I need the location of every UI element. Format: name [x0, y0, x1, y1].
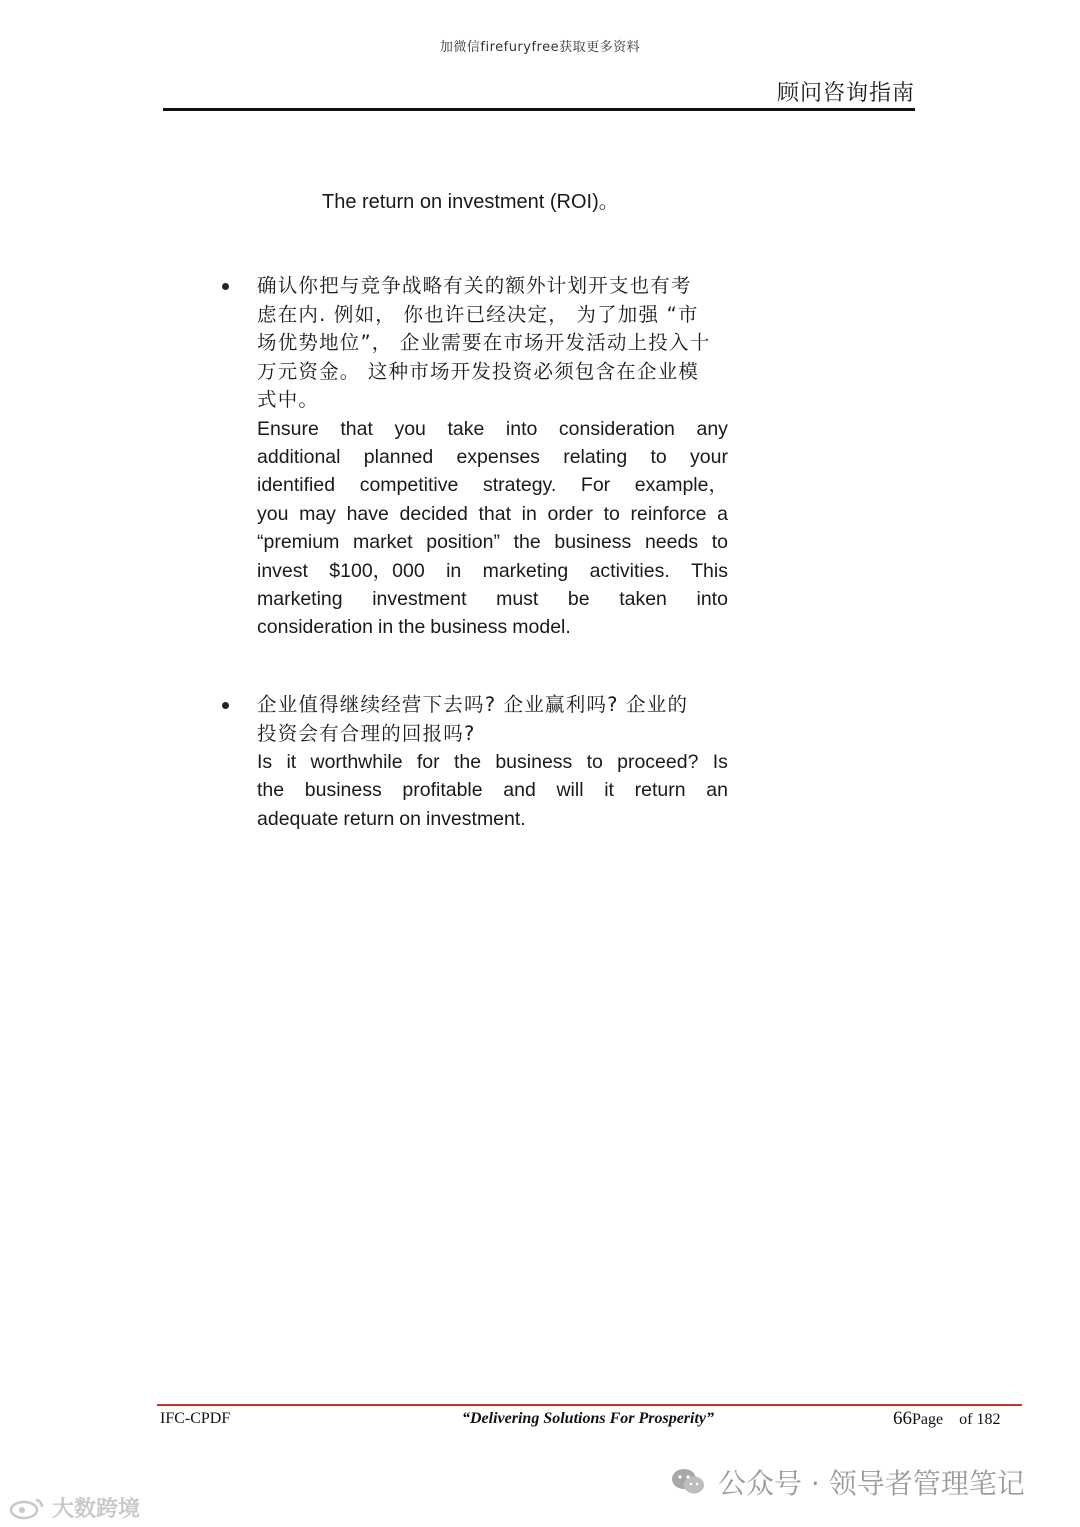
- weibo-watermark: [8, 1492, 140, 1523]
- wechat-icon: [670, 1467, 706, 1497]
- page-total: of 182: [959, 1411, 1001, 1428]
- word: the: [257, 779, 285, 802]
- header-divider: [163, 108, 915, 111]
- en-line: [257, 805, 728, 833]
- word: market: [352, 531, 413, 554]
- bullet-1-english-text: [257, 415, 728, 642]
- word: business: [495, 751, 573, 773]
- page-header-title: 顾问咨询指南: [776, 81, 915, 106]
- word: Is: [712, 751, 728, 773]
- word: business: [430, 616, 508, 639]
- word: This: [691, 559, 728, 582]
- word: relating: [563, 445, 628, 468]
- word: the: [398, 616, 426, 639]
- zh-line: 虑在内. 例如， 你也许已经决定， 为了加强 “市: [257, 302, 699, 326]
- word: expenses: [456, 445, 540, 468]
- word: invest: [257, 559, 308, 582]
- word: the: [513, 531, 541, 554]
- word: $100，000: [329, 559, 425, 582]
- bullet-dot-icon: [222, 283, 229, 290]
- bullet-2-english-text: [257, 748, 728, 833]
- word: proceed?: [617, 751, 699, 773]
- wechat-watermark-text: 公众号 · 领导者管理笔记: [718, 1467, 1025, 1500]
- word: investment.: [426, 807, 526, 830]
- word: in: [446, 559, 462, 582]
- zh-line: 万元资金。 这种市场开发投资必须包含在企业模: [257, 359, 700, 383]
- bullet-2-chinese-text: [257, 691, 728, 748]
- word: additional: [257, 445, 341, 468]
- word: the: [453, 751, 482, 773]
- word: take: [447, 417, 485, 440]
- word: consideration: [257, 616, 373, 639]
- word: worthwhile: [310, 751, 403, 773]
- word: “premium: [257, 531, 340, 554]
- footer-divider: [157, 1404, 1022, 1406]
- word: activities.: [589, 559, 670, 582]
- word: have: [346, 502, 389, 525]
- word: Is: [257, 751, 273, 773]
- word: order: [547, 502, 593, 525]
- word: Ensure: [257, 417, 319, 440]
- en-line: [257, 776, 728, 804]
- bullet-item-2: [222, 691, 732, 833]
- bullet-1-chinese-text: [257, 272, 728, 415]
- word: decided: [399, 502, 468, 525]
- en-line: [257, 557, 728, 585]
- word: into: [696, 587, 728, 610]
- word: it: [604, 779, 614, 802]
- word: taken: [619, 587, 667, 610]
- en-line: [257, 748, 728, 776]
- word: you: [394, 417, 426, 440]
- word: that: [478, 502, 511, 525]
- footer-page-info: [893, 1408, 1000, 1430]
- word: your: [690, 445, 728, 468]
- word: example，: [634, 474, 728, 497]
- word: business: [554, 531, 632, 554]
- word: model.: [512, 616, 571, 639]
- word: that: [340, 417, 373, 440]
- page-label: Page: [912, 1411, 944, 1428]
- word: to: [586, 751, 603, 773]
- word: position”: [426, 531, 500, 554]
- en-line: [257, 585, 728, 613]
- en-line: [257, 613, 728, 641]
- word: For: [580, 474, 611, 497]
- word: strategy.: [482, 474, 557, 497]
- weibo-icon: [8, 1496, 46, 1520]
- watermark-top-text: 加微信firefuryfree获取更多资料: [439, 40, 641, 55]
- word: return: [343, 807, 395, 830]
- weibo-watermark-text: 大数跨境: [52, 1497, 141, 1522]
- word: it: [286, 751, 297, 773]
- en-line: [257, 415, 728, 443]
- word: planned: [363, 445, 434, 468]
- word: a: [717, 502, 728, 525]
- wechat-watermark: [670, 1462, 1025, 1502]
- word: reinforce: [630, 502, 707, 525]
- en-line: [257, 528, 728, 556]
- en-line: [257, 500, 728, 528]
- word: may: [299, 502, 336, 525]
- word: consideration: [558, 417, 675, 440]
- word: marketing: [482, 559, 569, 582]
- zh-line: 场优势地位”， 企业需要在市场开发活动上投入十: [257, 331, 711, 354]
- page-number: 66: [893, 1408, 912, 1429]
- word: to: [650, 445, 667, 468]
- word: to: [711, 531, 728, 554]
- word: investment: [372, 587, 467, 610]
- zh-line: 投资会有合理的回报吗?: [257, 721, 476, 745]
- bullet-dot-icon: [222, 702, 229, 709]
- word: marketing: [257, 587, 343, 610]
- en-line: [257, 471, 728, 499]
- word: will: [556, 779, 584, 802]
- roi-heading-line: The return on investment (ROI)。: [322, 191, 619, 213]
- word: and: [503, 779, 536, 802]
- zh-line: 式中。: [257, 388, 320, 411]
- zh-line: 确认你把与竞争战略有关的额外计划开支也有考: [257, 274, 692, 297]
- word: you: [257, 502, 289, 525]
- word: into: [505, 417, 538, 440]
- word: return: [634, 779, 686, 802]
- word: for: [416, 751, 440, 773]
- word: in: [378, 616, 394, 639]
- word: in: [521, 502, 537, 525]
- word: any: [696, 417, 728, 440]
- footer-slogan: “Delivering Solutions For Prosperity”: [462, 1410, 715, 1427]
- word: must: [496, 587, 539, 610]
- zh-line: 企业值得继续经营下去吗? 企业赢利吗? 企业的: [257, 693, 689, 716]
- word: profitable: [402, 779, 483, 802]
- word: identified: [257, 474, 336, 497]
- word: competitive: [359, 474, 459, 497]
- word: adequate: [257, 807, 339, 830]
- word: business: [304, 779, 382, 802]
- bullet-item-1: [222, 272, 732, 642]
- word: needs: [644, 531, 699, 554]
- en-line: [257, 443, 728, 471]
- word: an: [706, 779, 728, 802]
- word: on: [399, 807, 421, 830]
- footer-org-code: IFC-CPDF: [160, 1410, 231, 1427]
- word: be: [567, 587, 590, 610]
- word: to: [603, 502, 620, 525]
